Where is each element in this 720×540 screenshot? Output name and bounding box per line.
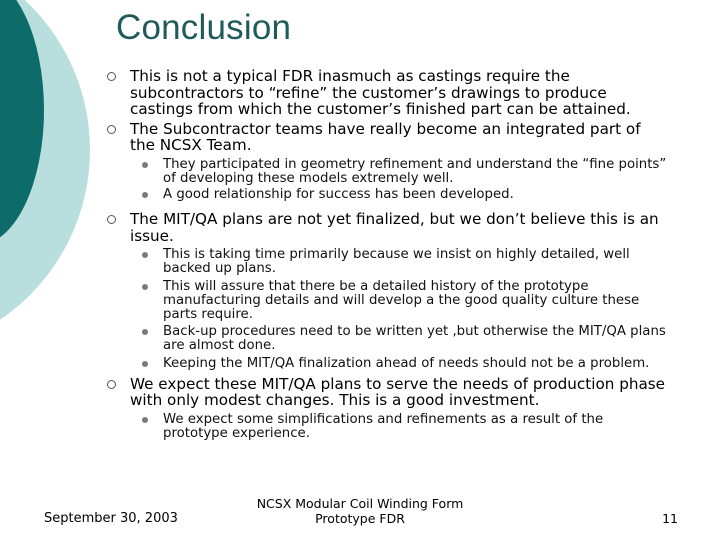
footer-date: September 30, 2003 — [44, 511, 178, 526]
dot-bullet-icon — [142, 284, 148, 290]
sub-bullet-2-2 — [105, 188, 670, 202]
bullet-4 — [105, 376, 670, 409]
footer-line-2: Prototype FDR — [315, 510, 405, 526]
decorative-circles — [0, 0, 110, 540]
sub-bullet-3-1 — [105, 248, 670, 276]
sub-bullet-3-4 — [105, 357, 670, 371]
bullet-2-text: The Subcontractor teams have really become an integrated part of the NCSX Team. — [130, 119, 641, 154]
sub-bullet-text: This will assure that there be a detailed history of the prototype manufacturing details and will develop a the good quality culture these parts require. — [163, 278, 640, 322]
sub-bullet-3-2 — [105, 280, 670, 323]
sub-bullet-text: A good relationship for success has been developed. — [163, 186, 514, 202]
slide-content — [105, 68, 670, 441]
slide-title: Conclusion — [116, 8, 292, 47]
bullet-3-text: The MIT/QA plans are not yet finalized, but we don’t believe this is an issue. — [130, 210, 659, 245]
dot-bullet-icon — [142, 192, 148, 198]
circle-bullet-icon — [107, 215, 116, 224]
bullet-1-text: This is not a typical FDR inasmuch as castings require the subcontractors to “refine” the customer’s drawings to produce castings from which the customer’s finished part can be attained. — [130, 67, 631, 118]
dot-bullet-icon — [142, 417, 148, 423]
dot-bullet-icon — [142, 361, 148, 367]
sub-bullet-text: This is taking time primarily because we insist on highly detailed, well backed up plans. — [163, 247, 630, 277]
bullet-4-text: We expect these MIT/QA plans to serve the needs of production phase with only modest changes. This is a good investment. — [130, 374, 666, 410]
dot-bullet-icon — [142, 329, 148, 335]
footer-presentation-title — [250, 497, 470, 526]
sub-bullet-text: They participated in geometry refinement and understand the “fine points” of developing these models extremely well. — [163, 156, 667, 186]
bullet-1 — [105, 68, 670, 118]
circle-bullet-icon — [107, 72, 116, 81]
footer-line-1: NCSX Modular Coil Winding Form — [256, 496, 464, 511]
bullet-2 — [105, 121, 670, 154]
bullet-3 — [105, 211, 670, 244]
dot-bullet-icon — [142, 252, 148, 258]
dot-bullet-icon — [142, 162, 148, 168]
sub-bullet-4-1 — [105, 413, 670, 441]
circle-bullet-icon — [107, 125, 116, 134]
sub-bullet-text: We expect some simplifications and refinements as a result of the prototype experience. — [163, 411, 604, 441]
sub-bullet-text: Keeping the MIT/QA finalization ahead of needs should not be a problem. — [163, 355, 650, 371]
sub-bullet-2-1 — [105, 158, 670, 186]
sub-bullet-text: Back-up procedures need to be written yet ,but otherwise the MIT/QA plans are almost done. — [163, 324, 666, 354]
sub-bullet-3-3 — [105, 325, 670, 353]
slide-number: 11 — [662, 511, 678, 526]
circle-bullet-icon — [107, 380, 116, 389]
